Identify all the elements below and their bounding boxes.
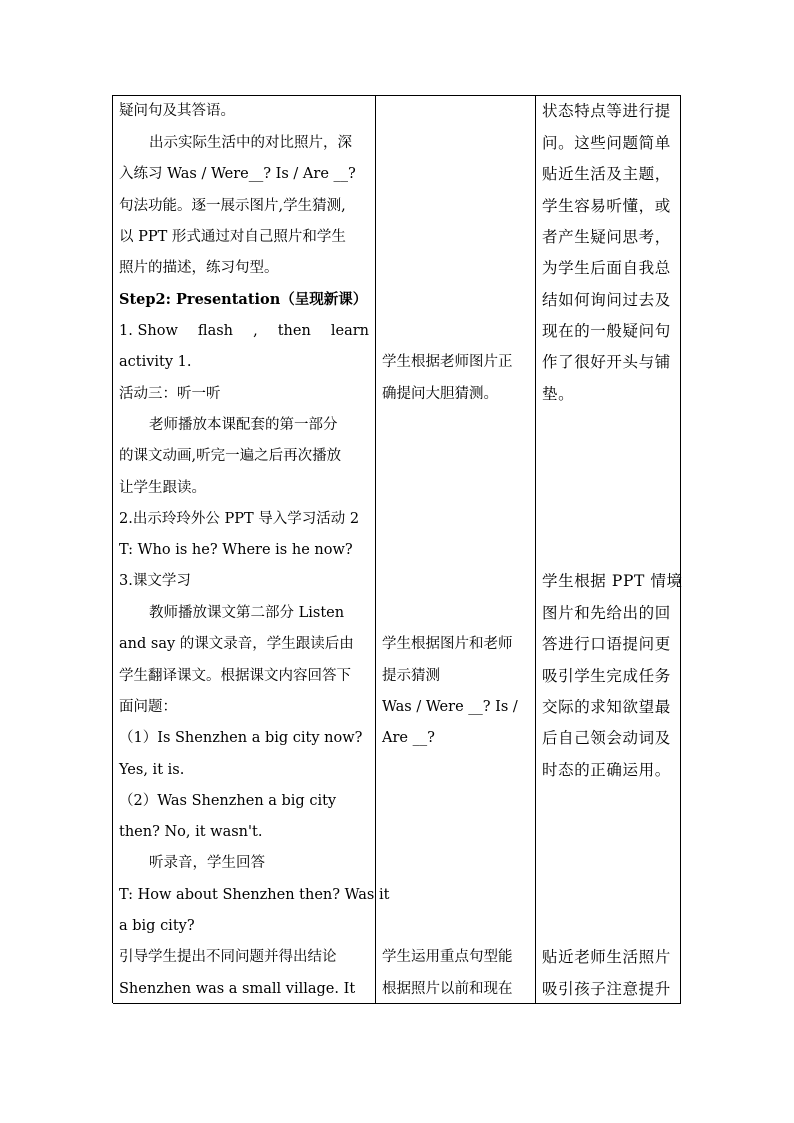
text-line: and say 的课文录音，学生跟读后由 — [119, 636, 354, 652]
teaching-process-column — [113, 96, 390, 1003]
lesson-plan-table — [112, 95, 681, 1003]
text-line: 学生根据图片和老师 — [382, 636, 513, 652]
text-line: 交际的求知欲望最 — [542, 698, 671, 716]
text-line: 现在的一般疑问句 — [542, 322, 671, 340]
text-line: 学生运用重点句型能 — [382, 949, 513, 965]
text-line: 贴近生活及主题， — [542, 165, 671, 183]
text-line: then? No, it wasn't. — [119, 824, 263, 840]
text-line: 教师播放课文第二部分 Listen — [149, 605, 345, 621]
text-line: 作了很好开头与铺 — [542, 353, 671, 371]
text-line: 确提问大胆猜测。 — [382, 386, 498, 402]
text-line: 以 PPT 形式通过对自己照片和学生 — [119, 229, 346, 245]
text-line: 2.出示玲玲外公 PPT 导入学习活动 2 — [119, 511, 360, 527]
text-line — [119, 321, 369, 341]
text-line: 老师播放本课配套的第一部分 — [149, 417, 338, 433]
text-line: T: How about Shenzhen then? Was it — [119, 887, 390, 903]
word: flash — [197, 323, 234, 339]
text-line: 入练习 Was / Were__? Is / Are __? — [119, 166, 356, 182]
text-line: Are __? — [382, 730, 435, 746]
text-line: （1）Is Shenzhen a big city now? — [119, 730, 363, 746]
text-line: 结如何询问过去及 — [542, 291, 671, 309]
text-line: 的课文动画,听完一遍之后再次播放 — [119, 448, 342, 464]
text-line: activity 1. — [119, 354, 192, 370]
word: then — [277, 323, 311, 339]
word: learn — [330, 323, 369, 339]
text-line: （2）Was Shenzhen a big city — [119, 793, 337, 809]
step-heading: Step2: Presentation（呈现新课） — [119, 291, 368, 308]
text-line: 根据照片以前和现在 — [382, 981, 513, 997]
text-line: 疑问句及其答语。 — [119, 103, 235, 119]
activity-heading: 活动三：听一听 — [119, 386, 221, 402]
text-line: 状态特点等进行提 — [542, 102, 671, 120]
design-intent-column — [536, 96, 681, 1003]
text-line: 贴近老师生活照片 — [542, 948, 671, 966]
text-line: 时态的正确运用。 — [542, 761, 671, 779]
text-line: 出示实际生活中的对比照片，深 — [149, 135, 352, 151]
text-line: 者产生疑问思考， — [542, 228, 671, 246]
text-line: Yes, it is. — [119, 762, 185, 778]
text-line: 吸引孩子注意提升 — [542, 980, 671, 998]
text-line: 为学生后面自我总 — [542, 259, 671, 277]
text-line: 提示猜测 — [382, 668, 440, 684]
text-line: 吸引学生完成任务 — [542, 667, 671, 685]
text-line: Was / Were __? Is / — [382, 699, 518, 715]
text-line: Shenzhen was a small village. It — [119, 981, 356, 997]
text-line: 让学生跟读。 — [119, 480, 206, 496]
text-line: 垫。 — [542, 385, 575, 403]
text-line: 问。这些问题简单 — [542, 134, 671, 152]
text-line: 面问题： — [119, 699, 177, 715]
text-line: 学生翻译课文。根据课文内容回答下 — [119, 668, 351, 684]
text-line: 答进行口语提问更 — [542, 635, 671, 653]
text-line: 学生根据老师图片正 — [382, 354, 513, 370]
text-line: 后自己领会动词及 — [542, 729, 671, 747]
text-line: T: Who is he? Where is he now? — [119, 542, 353, 558]
text-line: 引导学生提出不同问题并得出结论 — [119, 949, 337, 965]
student-activity-column — [376, 96, 536, 1003]
word: 1. Show — [119, 323, 178, 339]
text-line: a big city? — [119, 918, 195, 934]
text-line: 听录音，学生回答 — [149, 855, 265, 871]
table-bottom-border — [113, 1003, 681, 1004]
text-line: 学生根据 PPT 情境 — [542, 572, 683, 590]
text-line: 句法功能。逐一展示图片,学生猜测, — [119, 198, 346, 214]
text-line: 3.课文学习 — [119, 573, 191, 589]
text-line: 学生容易听懂，或 — [542, 197, 671, 215]
text-line: 图片和先给出的回 — [542, 604, 671, 622]
word: , — [253, 323, 258, 339]
text-line: 照片的描述，练习句型。 — [119, 260, 279, 276]
